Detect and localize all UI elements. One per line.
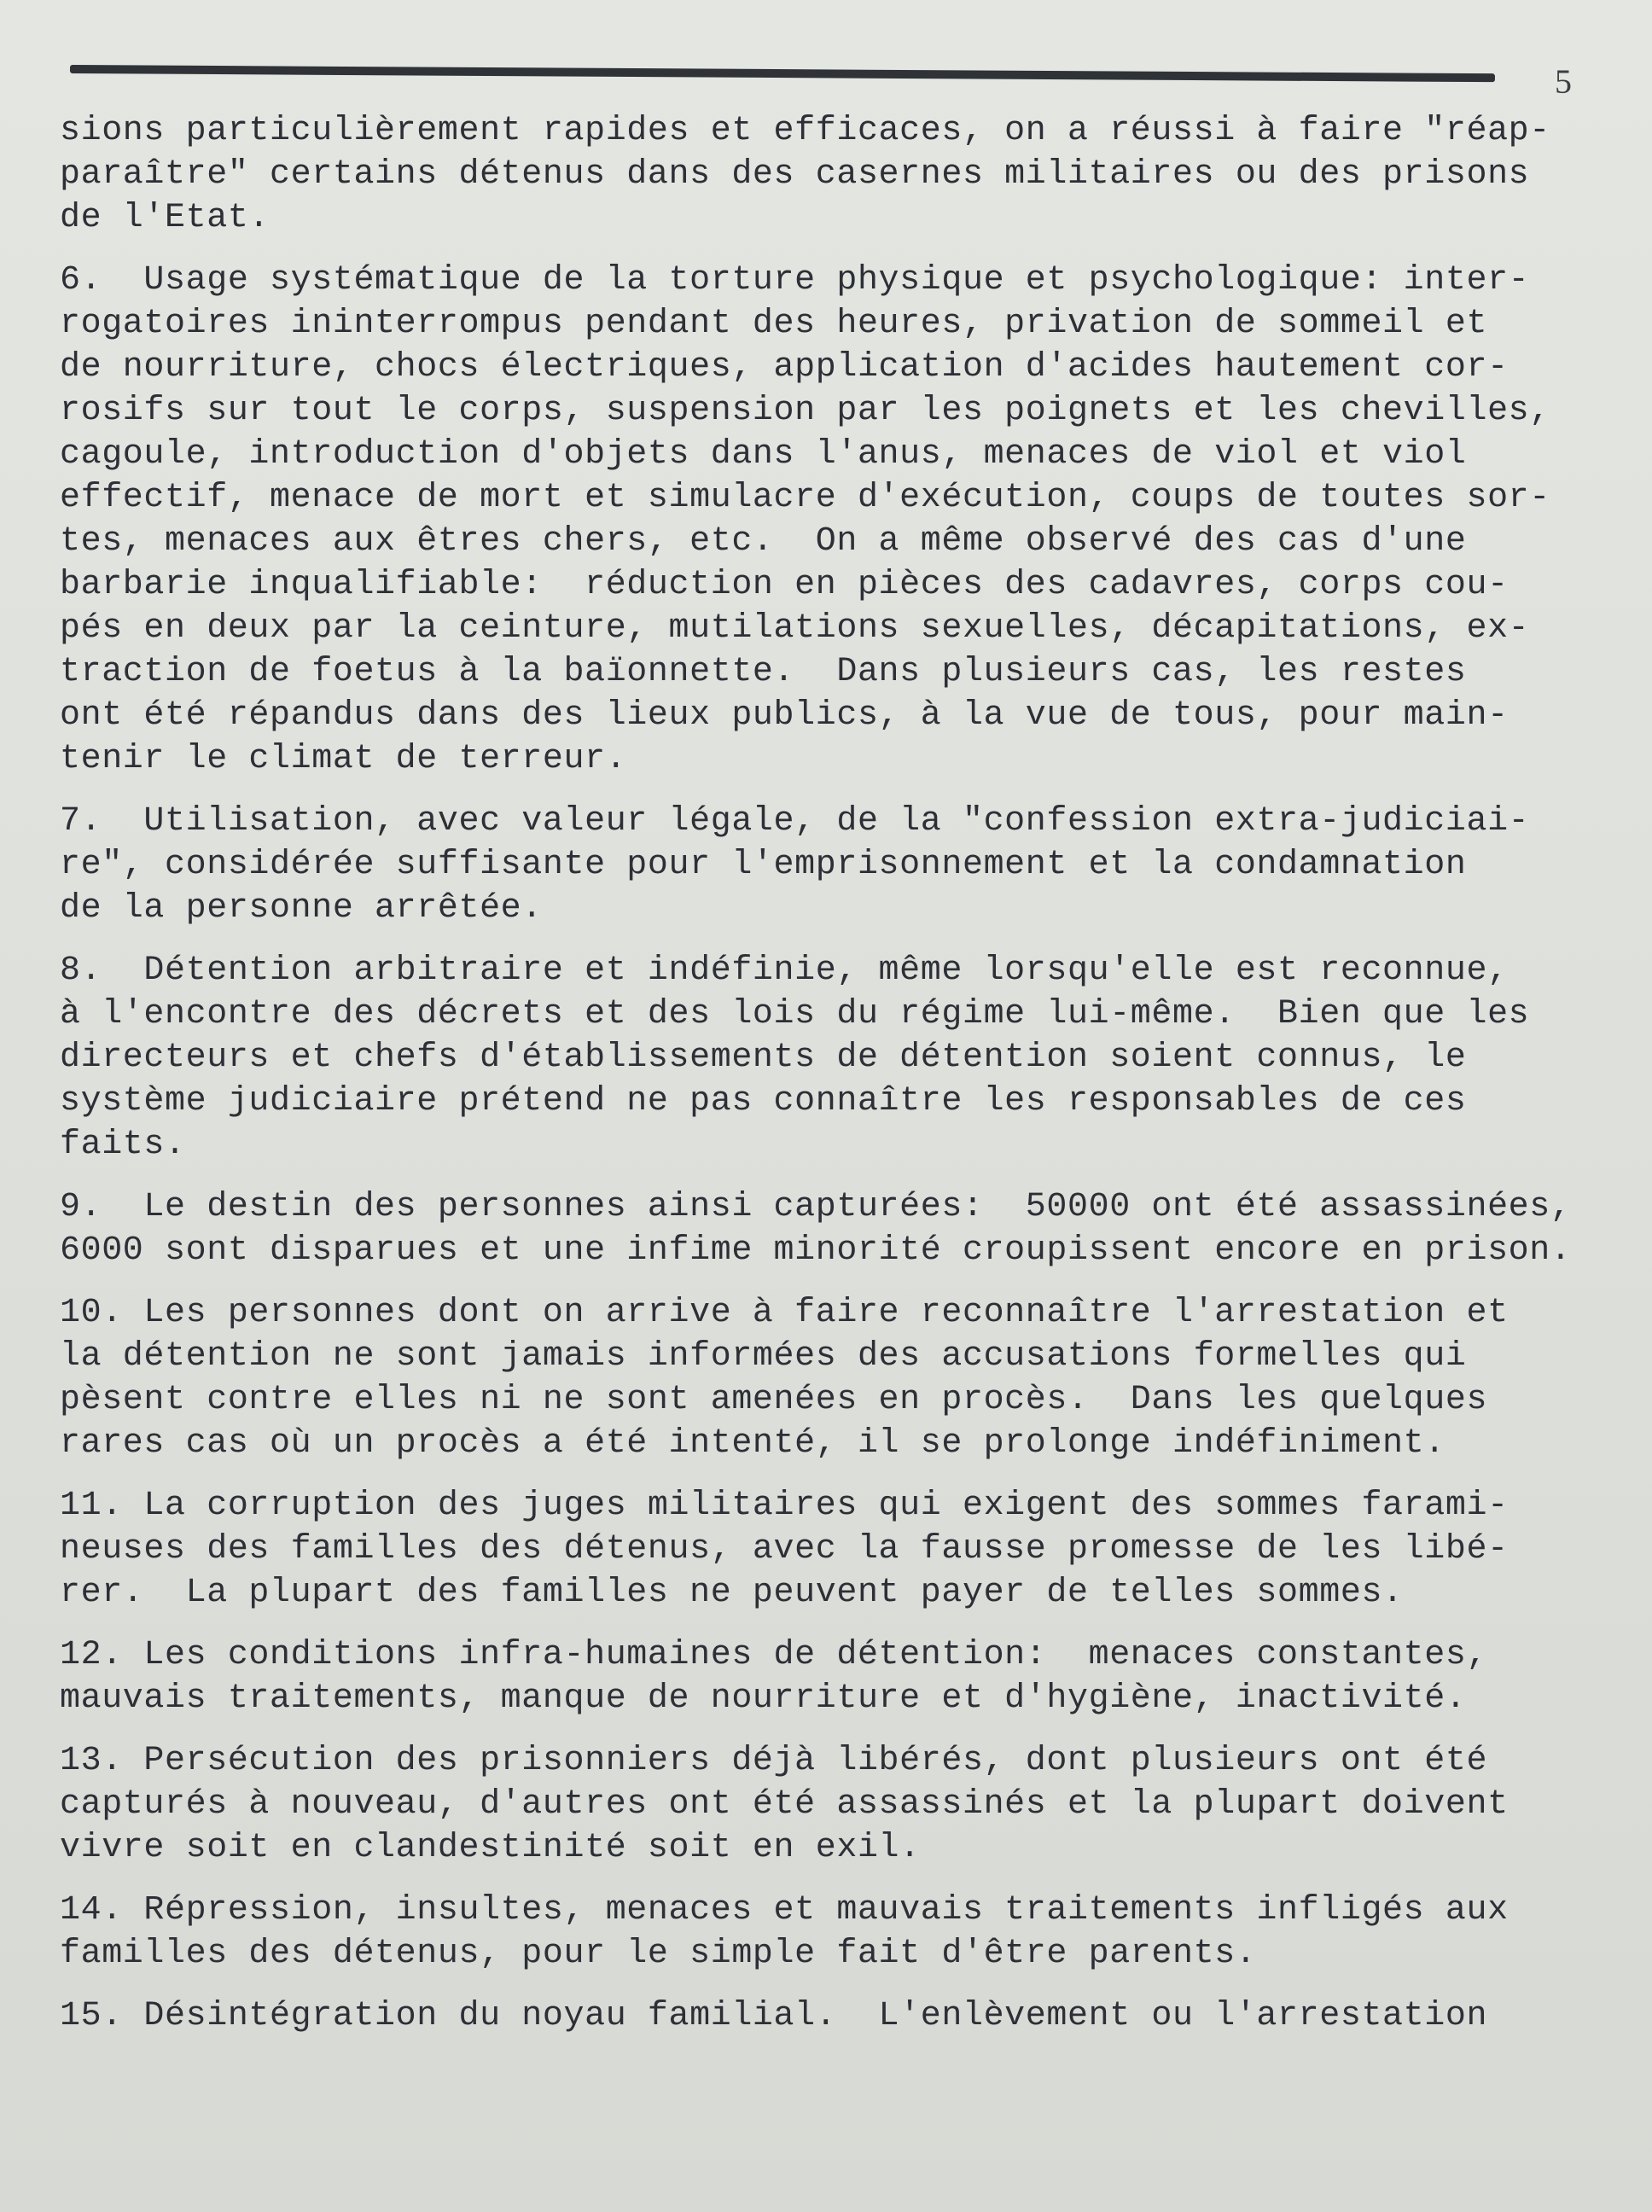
- text-line: mauvais traitements, manque de nourriture et d'hygiène, inactivité.: [60, 1679, 1467, 1718]
- text-line: tenir le climat de terreur.: [60, 740, 627, 778]
- text-line: 13. Persécution des prisonniers déjà libérés, dont plusieurs ont été: [60, 1742, 1488, 1780]
- text-line: ont été répandus dans des lieux publics, à la vue de tous, pour main-: [60, 696, 1509, 735]
- text-line: rer. La plupart des familles ne peuvent payer de telles sommes.: [60, 1574, 1404, 1612]
- text-line: de la personne arrêtée.: [60, 889, 543, 928]
- text-line: 6. Usage systématique de la torture physique et psychologique: inter-: [60, 261, 1530, 300]
- document-body: [60, 109, 1621, 2057]
- paragraph-item-7: [60, 800, 1621, 930]
- text-line: la détention ne sont jamais informées des accusations formelles qui: [60, 1337, 1467, 1376]
- paragraph-item-8: [60, 949, 1621, 1167]
- text-line: sions particulièrement rapides et efficaces, on a réussi à faire "réap-: [60, 112, 1550, 150]
- text-line: paraître" certains détenus dans des casernes militaires ou des prisons: [60, 155, 1530, 194]
- text-line: 12. Les conditions infra-humaines de détention: menaces constantes,: [60, 1636, 1488, 1674]
- text-line: 6000 sont disparues et une infime minorité croupissent encore en prison.: [60, 1231, 1572, 1270]
- text-line: rogatoires ininterrompus pendant des heures, privation de sommeil et: [60, 305, 1488, 343]
- text-line: familles des détenus, pour le simple fait d'être parents.: [60, 1935, 1257, 1973]
- text-line: 15. Désintégration du noyau familial. L'enlèvement ou l'arrestation: [60, 1997, 1488, 2035]
- text-line: traction de foetus à la baïonnette. Dans plusieurs cas, les restes: [60, 653, 1467, 691]
- paragraph-item-9: [60, 1185, 1621, 1272]
- page-number: 5: [1555, 62, 1572, 101]
- paragraph-item-12: [60, 1633, 1621, 1720]
- header-rule: [70, 65, 1495, 82]
- paragraph-item-6: [60, 259, 1621, 781]
- text-line: 14. Répression, insultes, menaces et mauvais traitements infligés aux: [60, 1891, 1509, 1930]
- text-line: système judiciaire prétend ne pas connaître les responsables de ces: [60, 1082, 1467, 1121]
- text-line: de l'Etat.: [60, 199, 270, 237]
- text-line: 9. Le destin des personnes ainsi capturées: 50000 ont été assassinées,: [60, 1188, 1572, 1226]
- paragraph-item-14: [60, 1889, 1621, 1976]
- text-line: 7. Utilisation, avec valeur légale, de la "confession extra-judiciai-: [60, 802, 1530, 841]
- text-line: vivre soit en clandestinité soit en exil.: [60, 1829, 921, 1867]
- paragraph-item-13: [60, 1739, 1621, 1870]
- text-line: de nourriture, chocs électriques, application d'acides hautement cor-: [60, 348, 1509, 387]
- text-line: tes, menaces aux êtres chers, etc. On a même observé des cas d'une: [60, 522, 1467, 561]
- text-line: effectif, menace de mort et simulacre d'exécution, coups de toutes sor-: [60, 479, 1550, 517]
- text-line: cagoule, introduction d'objets dans l'anus, menaces de viol et viol: [60, 435, 1467, 474]
- text-line: 11. La corruption des juges militaires qui exigent des sommes farami-: [60, 1487, 1509, 1525]
- paragraph-item-11: [60, 1484, 1621, 1615]
- text-line: neuses des familles des détenus, avec la fausse promesse de les libé-: [60, 1530, 1509, 1569]
- paragraph-item-15: [60, 1994, 1621, 2038]
- text-line: pèsent contre elles ni ne sont amenées en procès. Dans les quelques: [60, 1381, 1488, 1419]
- text-line: rares cas où un procès a été intenté, il se prolonge indéfiniment.: [60, 1424, 1446, 1463]
- text-line: rosifs sur tout le corps, suspension par les poignets et les chevilles,: [60, 392, 1550, 430]
- text-line: 10. Les personnes dont on arrive à faire reconnaître l'arrestation et: [60, 1294, 1509, 1332]
- text-line: pés en deux par la ceinture, mutilations sexuelles, décapitations, ex-: [60, 609, 1530, 648]
- text-line: barbarie inqualifiable: réduction en pièces des cadavres, corps cou-: [60, 566, 1509, 604]
- paragraph-item-10: [60, 1291, 1621, 1465]
- paragraph-continuation: [60, 109, 1621, 240]
- text-line: 8. Détention arbitraire et indéfinie, même lorsqu'elle est reconnue,: [60, 952, 1509, 990]
- text-line: directeurs et chefs d'établissements de détention soient connus, le: [60, 1039, 1467, 1077]
- text-line: à l'encontre des décrets et des lois du régime lui-même. Bien que les: [60, 995, 1530, 1033]
- text-line: capturés à nouveau, d'autres ont été assassinés et la plupart doivent: [60, 1785, 1509, 1824]
- text-line: re", considérée suffisante pour l'emprisonnement et la condamnation: [60, 846, 1467, 884]
- text-line: faits.: [60, 1126, 186, 1164]
